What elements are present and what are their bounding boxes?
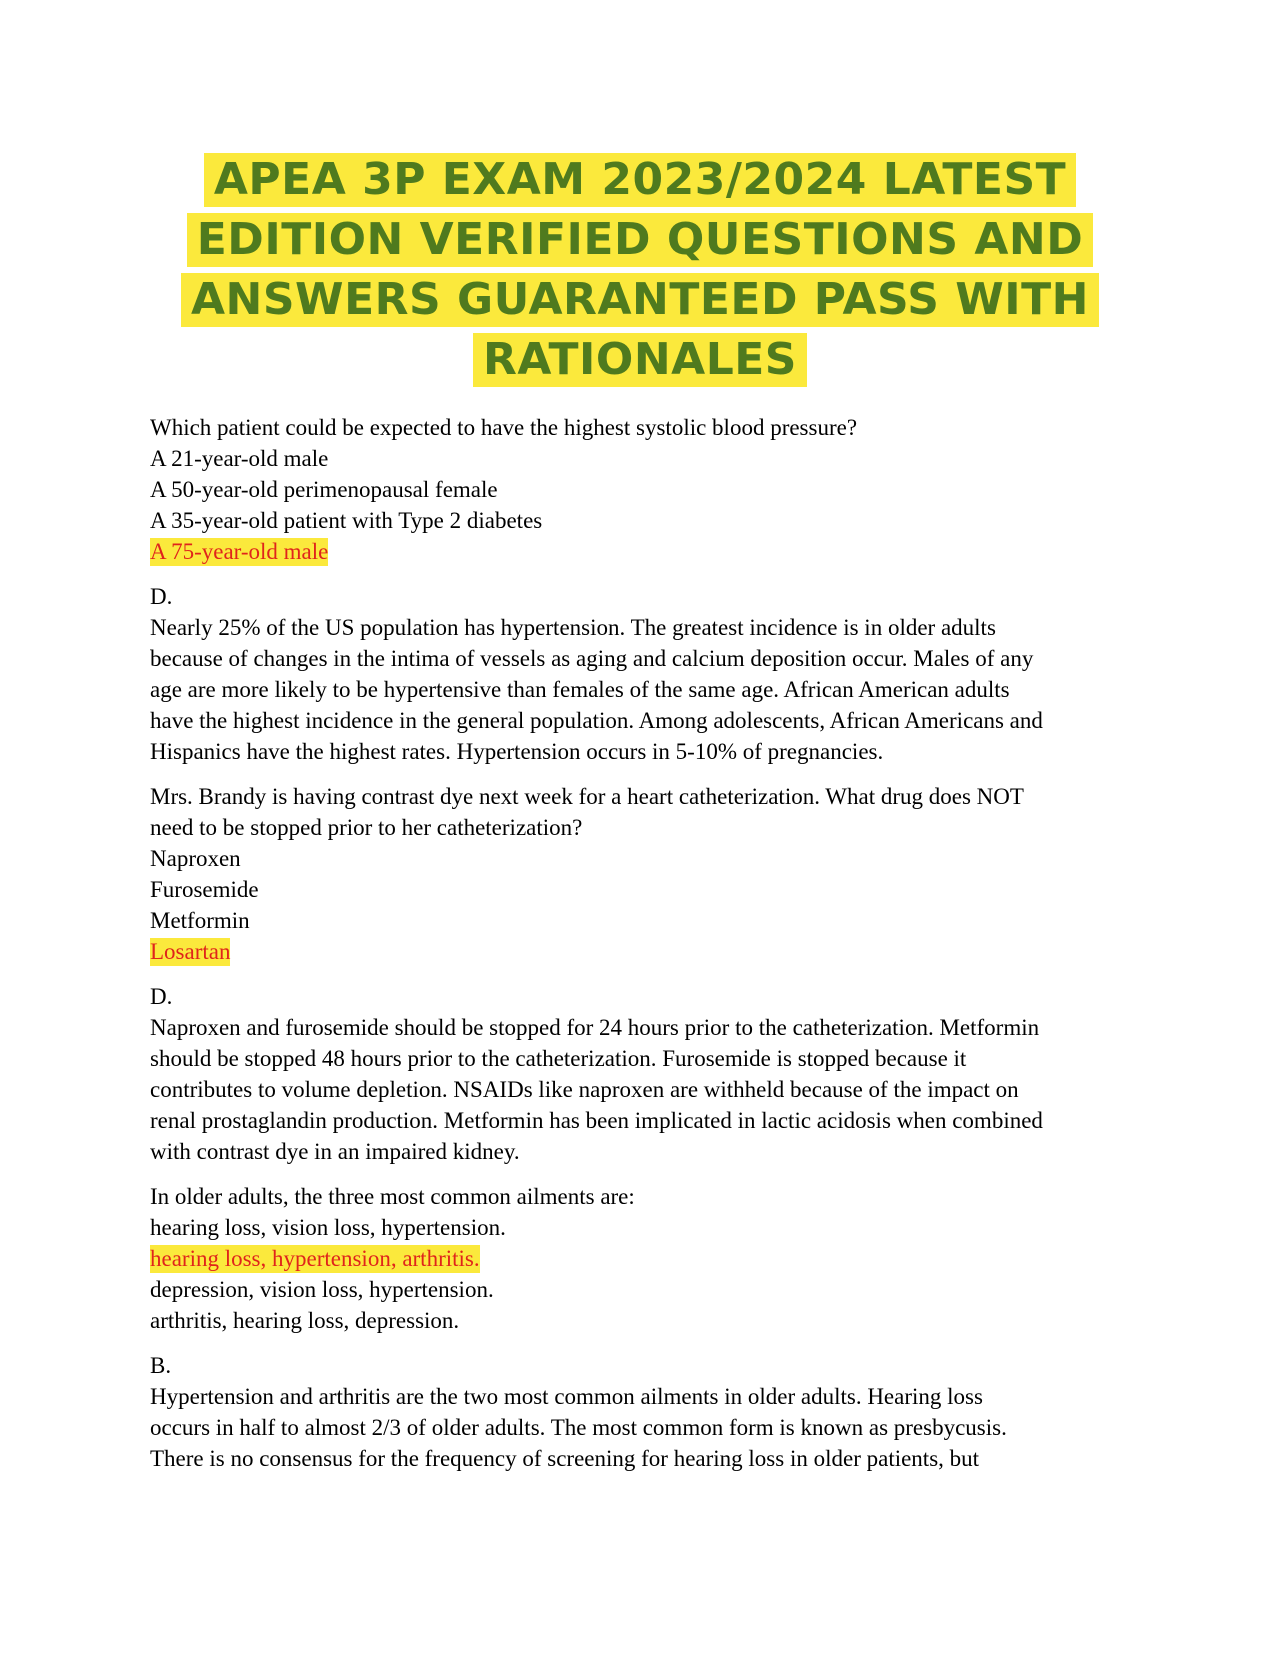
- answer-option: Metformin: [150, 908, 250, 933]
- document-title: [150, 150, 1130, 390]
- question-text: In older adults, the three most common ailments are:: [150, 1184, 635, 1209]
- rationale-line: Hypertension and arthritis are the two most common ailments in older adults. Hearing loss: [150, 1384, 983, 1409]
- correct-answer-highlight: A 75-year-old male: [150, 539, 329, 564]
- answer-option: hearing loss, vision loss, hypertension.: [150, 1215, 506, 1240]
- rationale-line: with contrast dye in an impaired kidney.: [150, 1139, 520, 1164]
- rationale-line: Naproxen and furosemide should be stopped for 24 hours prior to the catheterization. Metformin: [150, 1015, 1040, 1040]
- rationale-line: Hispanics have the highest rates. Hypertension occurs in 5-10% of pregnancies.: [150, 739, 884, 764]
- rationale-line: Nearly 25% of the US population has hypertension. The greatest incidence is in older adults: [150, 615, 996, 640]
- question-text: need to be stopped prior to her catheterization?: [150, 815, 583, 840]
- answer-option: Furosemide: [150, 877, 259, 902]
- question-block-3: [150, 1181, 1130, 1474]
- question-block-2: [150, 781, 1130, 1167]
- title-line-2: EDITION VERIFIED QUESTIONS AND: [187, 213, 1093, 267]
- rationale-line: should be stopped 48 hours prior to the catheterization. Furosemide is stopped because it: [150, 1046, 967, 1071]
- answer-option: arthritis, hearing loss, depression.: [150, 1308, 460, 1333]
- answer-letter: D.: [150, 984, 173, 1009]
- rationale-line: contributes to volume depletion. NSAIDs like naproxen are withheld because of the impact on: [150, 1077, 1019, 1102]
- question-text: Which patient could be expected to have the highest systolic blood pressure?: [150, 415, 858, 440]
- answer-option: depression, vision loss, hypertension.: [150, 1277, 494, 1302]
- rationale-line: occurs in half to almost 2/3 of older adults. The most common form is known as presbycusis.: [150, 1415, 1007, 1440]
- answer-letter: B.: [150, 1353, 172, 1378]
- question-text: Mrs. Brandy is having contrast dye next week for a heart catheterization. What drug does NOT: [150, 784, 1024, 809]
- rationale-line: because of changes in the intima of vessels as aging and calcium deposition occur. Males of any: [150, 646, 1034, 671]
- answer-option: A 50-year-old perimenopausal female: [150, 477, 498, 502]
- answer-option: Naproxen: [150, 846, 241, 871]
- question-block-1: [150, 412, 1130, 767]
- answer-option: A 21-year-old male: [150, 446, 329, 471]
- title-line-1: APEA 3P EXAM 2023/2024 LATEST: [204, 153, 1076, 207]
- rationale-line: have the highest incidence in the general population. Among adolescents, African Americans and: [150, 708, 1043, 733]
- answer-option: A 35-year-old patient with Type 2 diabetes: [150, 508, 543, 533]
- rationale-line: renal prostaglandin production. Metformin has been implicated in lactic acidosis when combined: [150, 1108, 1043, 1133]
- title-line-4: RATIONALES: [473, 333, 807, 387]
- rationale-line: There is no consensus for the frequency of screening for hearing loss in older patients, but: [150, 1446, 980, 1471]
- rationale-line: age are more likely to be hypertensive than females of the same age. African American adults: [150, 677, 1010, 702]
- title-line-3: ANSWERS GUARANTEED PASS WITH: [181, 273, 1099, 327]
- correct-answer-highlight: hearing loss, hypertension, arthritis.: [150, 1246, 480, 1271]
- answer-letter: D.: [150, 584, 173, 609]
- document-body: [150, 412, 1130, 1474]
- correct-answer-highlight: Losartan: [150, 939, 231, 964]
